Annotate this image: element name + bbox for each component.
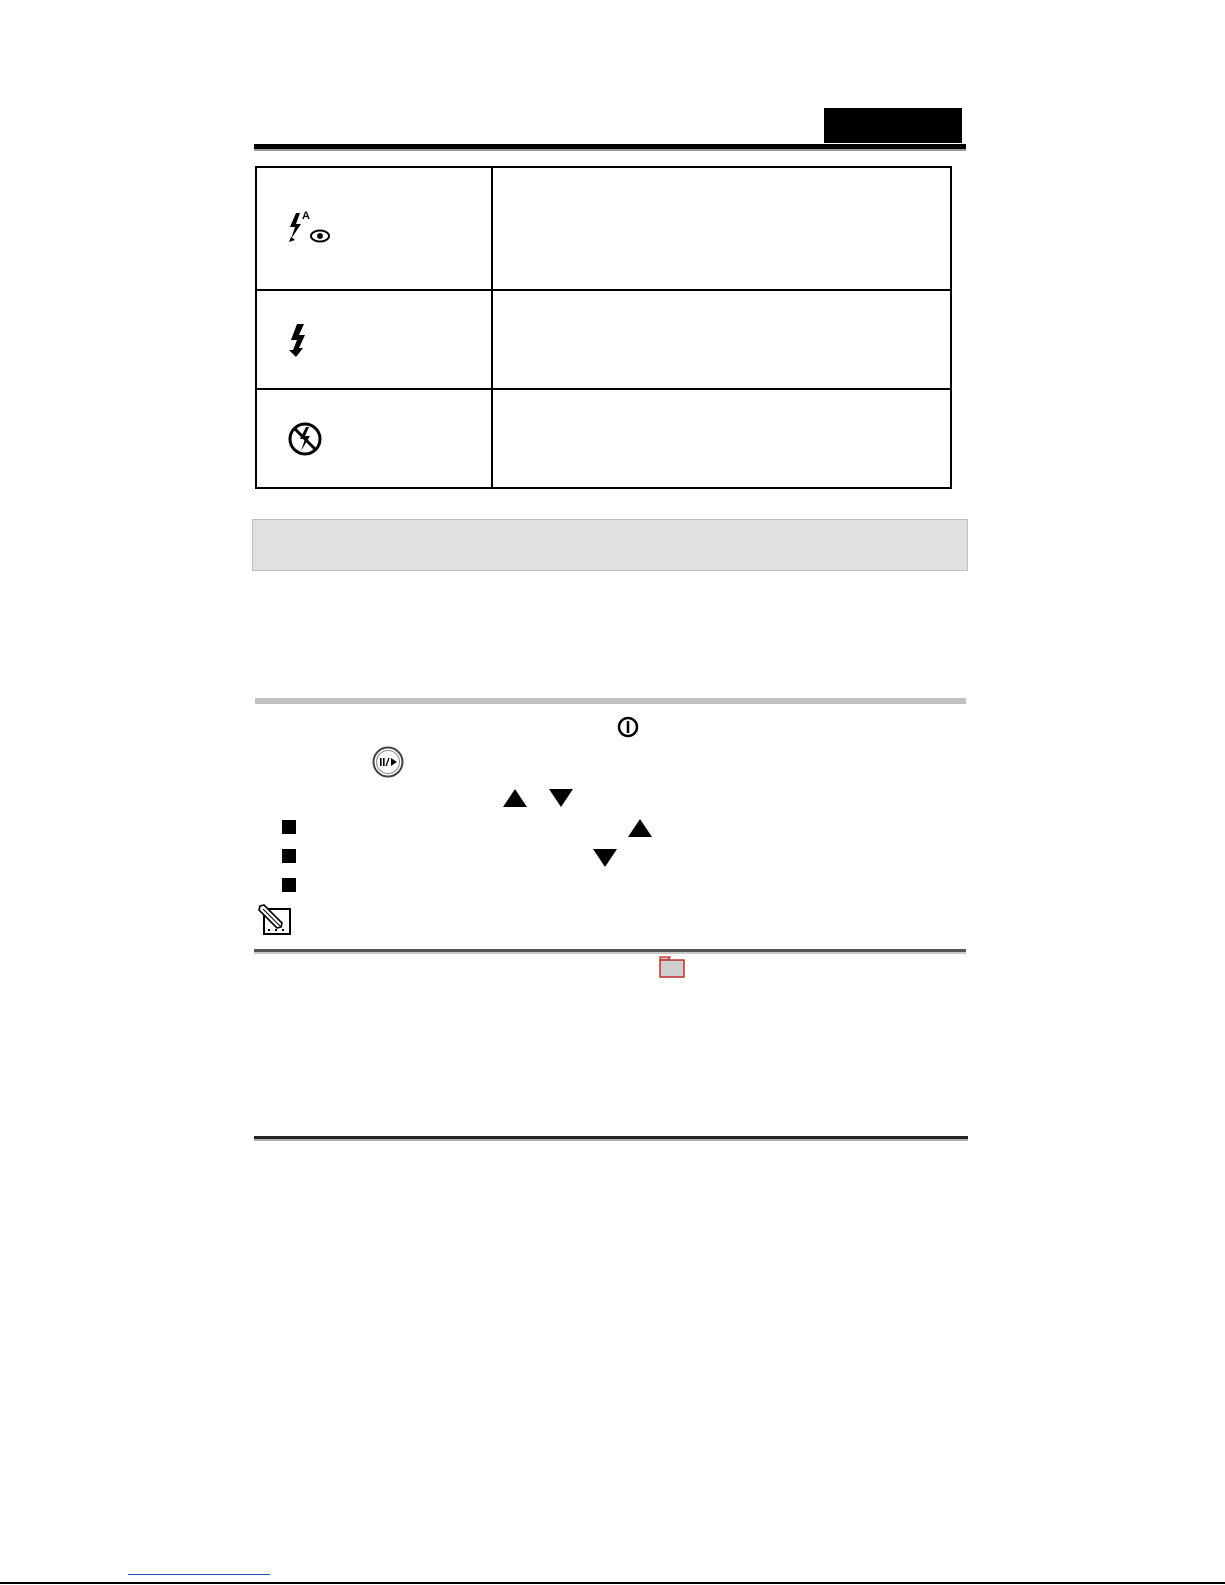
down-arrow-icon bbox=[592, 847, 618, 869]
svg-text:A: A bbox=[302, 209, 310, 222]
header-rule bbox=[254, 144, 966, 149]
up-arrow-icon bbox=[627, 817, 653, 839]
section-divider bbox=[254, 949, 966, 952]
section-title-box bbox=[252, 519, 968, 571]
table-row bbox=[256, 389, 951, 488]
icon-cell bbox=[256, 167, 492, 290]
up-arrow-icon bbox=[502, 787, 528, 809]
footer-link-underline[interactable] bbox=[128, 1574, 270, 1575]
section-divider bbox=[254, 1136, 968, 1139]
icon-cell bbox=[256, 389, 492, 488]
flash-description bbox=[492, 389, 951, 488]
auto-flash-red-eye-icon bbox=[287, 209, 491, 249]
flash-off-icon bbox=[287, 421, 491, 457]
icon-cell bbox=[256, 290, 492, 389]
table-row bbox=[256, 290, 951, 389]
footer-rule bbox=[0, 1582, 1225, 1584]
folder-icon bbox=[659, 956, 685, 978]
section-divider bbox=[255, 698, 966, 704]
bullet-square-icon bbox=[282, 849, 296, 863]
playback-button-icon bbox=[372, 746, 404, 778]
language-tab bbox=[824, 108, 962, 143]
flash-mode-table bbox=[255, 166, 952, 489]
flash-description bbox=[492, 167, 951, 290]
power-icon bbox=[617, 716, 639, 738]
note-pencil-icon bbox=[258, 904, 292, 936]
down-arrow-icon bbox=[548, 787, 574, 809]
forced-flash-icon bbox=[287, 322, 491, 358]
flash-description bbox=[492, 290, 951, 389]
table-row bbox=[256, 167, 951, 290]
bullet-square-icon bbox=[282, 820, 296, 834]
bullet-square-icon bbox=[282, 878, 296, 892]
